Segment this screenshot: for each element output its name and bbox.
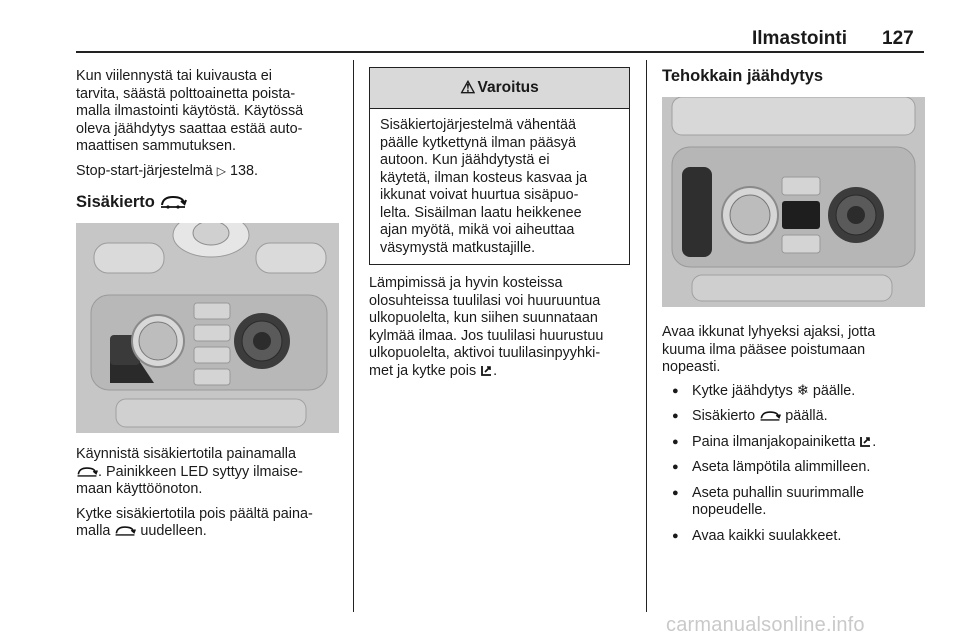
intro-paragraph: Kun viilennystä tai kuivausta ei tarvita, säästä polttoainetta poista- malla ilmastointi käytöstä. Käytössä oleva jäähdytys saattaa estää auto- maattisen sammutuksen. — [76, 68, 304, 154]
left-column — [76, 68, 344, 212]
column-divider-2 — [646, 60, 647, 612]
humidity-paragraph: Lämpimissä ja hyvin kosteissa olosuhteissa tuulilasi voi huuruuntua ulkopuolelta, kun siihen suunnataan kylmää ilmaa. Jos tuulilasi huurustuu ulkopuolelta, aktivoi tuulilasinpyyhki- met ja kytke pois . — [369, 275, 604, 379]
header-rule — [76, 51, 924, 53]
middle-column-text — [369, 275, 641, 380]
warning-body: Sisäkiertojärjestelmä vähentää päälle kytkettynä ilman pääsyä autoon. Kun jäähdytystä ei käytetä, ilman kosteus kasvaa ja ikkunat voivat huurtua sisäpuo- lelta. Sisäilman laatu heikkenee ajan myötä, mikä voi aiheuttaa väsymystä matkustajille. — [380, 117, 588, 256]
list-item: ● Aseta puhallin suurimmalle nopeudelle. — [662, 485, 930, 520]
warning-header: ⚠ Varoitus — [370, 68, 629, 109]
column-divider-1 — [353, 60, 354, 612]
max-cooling-steps — [662, 383, 930, 546]
watermark: carmanualsonline.info — [666, 614, 865, 636]
recirculation-off-paragraph: Kytke sisäkiertotila pois päältä paina- malla uudelleen. — [76, 505, 313, 539]
max-cooling-intro: Avaa ikkunat lyhyeksi ajaksi, jotta kuuma ilma pääsee poistumaan nopeasti. — [662, 324, 876, 375]
recirculation-icon — [159, 195, 187, 209]
recirculation-icon — [114, 525, 136, 537]
section-heading-max-cooling: Tehokkain jäähdytys — [662, 67, 824, 85]
stop-start-ref: Stop-start-järjestelmä ▷ 138. — [76, 162, 259, 179]
right-column-heading — [662, 68, 924, 86]
climate-panel-photo-max-cooling — [662, 97, 925, 307]
page-header-title: Ilmastointi — [752, 28, 848, 49]
list-item: ● Aseta lämpötila alimmilleen. — [662, 459, 930, 477]
page-reference-arrow-icon: ▷ — [216, 163, 226, 178]
list-item: ● Avaa kaikki suulakkeet. — [662, 528, 930, 546]
list-item: ● Kytke jäähdytys ❄ päälle. — [662, 383, 930, 401]
climate-panel-photo-recirculation — [76, 223, 339, 433]
section-heading-recirculation: Sisäkierto — [76, 194, 344, 212]
left-column-lower — [76, 446, 346, 541]
air-distribution-icon — [480, 364, 493, 377]
right-column-text — [662, 324, 930, 553]
warning-triangle-icon: ⚠ — [460, 78, 476, 97]
recirculation-icon — [759, 410, 781, 422]
recirculation-icon — [76, 466, 98, 478]
list-item: ● Paina ilmanjakopainiketta . — [662, 434, 930, 452]
air-distribution-icon — [859, 435, 872, 448]
list-item: ● Sisäkierto päällä. — [662, 408, 930, 426]
warning-box — [369, 67, 630, 265]
snowflake-icon: ❄ — [796, 382, 809, 399]
recirculation-on-paragraph: Käynnistä sisäkiertotila painamalla . Painikkeen LED syttyy ilmaise- maan käyttöönoton. — [76, 446, 303, 497]
page-number: 127 — [882, 28, 914, 49]
